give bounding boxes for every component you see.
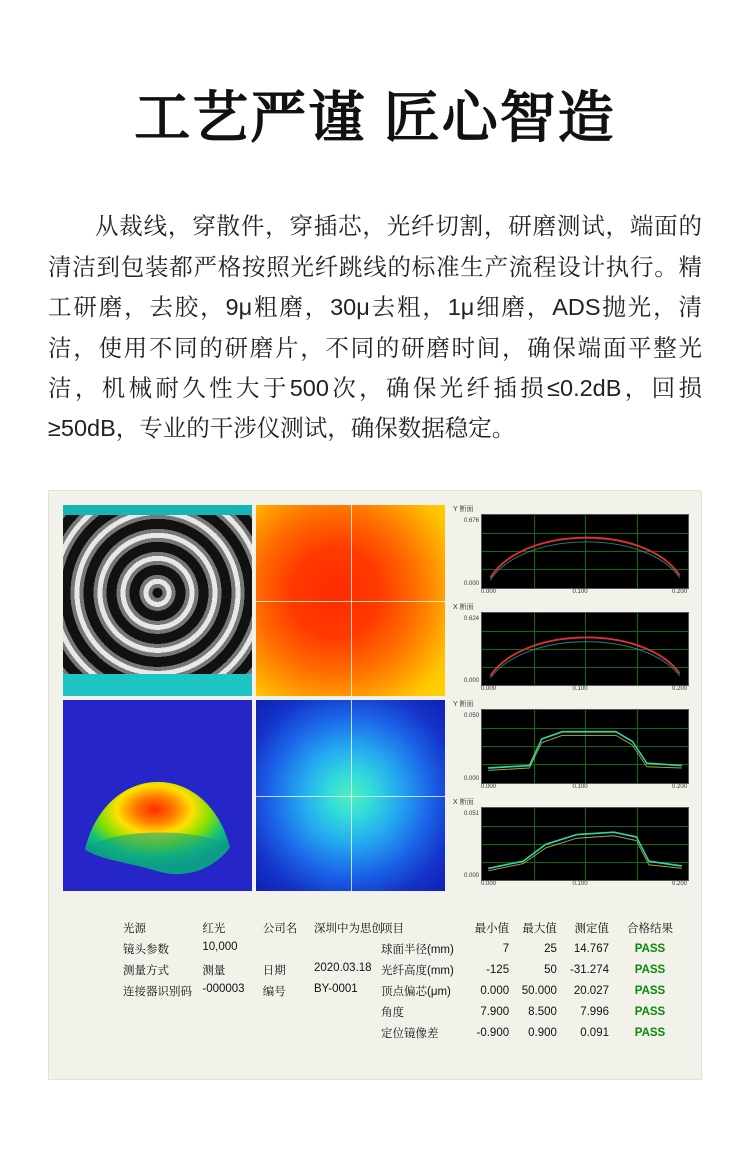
cell-value: 20.027 — [573, 984, 609, 997]
plot-y-axis — [451, 514, 481, 589]
plot-body — [451, 612, 689, 687]
crosshair-horizontal — [256, 601, 445, 602]
info-value: 测量 — [202, 964, 226, 977]
table-row — [123, 917, 383, 938]
cell-min: 7 — [502, 942, 510, 955]
plot-curve — [482, 710, 688, 783]
plot-body — [451, 709, 689, 784]
column-header-result: 合格结果 — [627, 922, 673, 935]
info-value: 10,000 — [202, 940, 238, 953]
plot-canvas — [481, 709, 689, 784]
plot-curve — [482, 515, 688, 588]
measurement-data-area — [71, 903, 687, 1069]
interferometer-screenshot — [48, 490, 702, 1080]
measurement-visuals — [63, 505, 689, 891]
plot-x-axis — [481, 881, 689, 891]
cell-item: 球面半径(mm) — [381, 943, 454, 956]
profile-plot — [451, 700, 689, 794]
plot-y-axis — [451, 807, 481, 882]
x-tick: 0.200 — [671, 783, 687, 790]
info-value: BY-0001 — [314, 982, 358, 995]
x-tick: 0.200 — [671, 588, 687, 595]
sample-info-table — [123, 917, 383, 1001]
table-row — [381, 959, 687, 980]
page-title: 工艺严谨 匠心智造 — [134, 86, 616, 149]
x-tick: 0.000 — [481, 588, 497, 595]
info-label: 镜头参数 — [123, 943, 169, 956]
measurement-results-block — [381, 917, 687, 1043]
info-value: -000003 — [202, 982, 245, 995]
fringe-top-band — [63, 505, 252, 515]
info-label: 测量方式 — [123, 964, 169, 977]
plot-canvas — [481, 514, 689, 589]
crosshair-horizontal — [256, 796, 445, 797]
table-row — [381, 1022, 687, 1043]
info-value: 2020.03.18 — [314, 961, 372, 974]
cell-item: 角度 — [381, 1006, 404, 1019]
cell-max: 50.000 — [521, 984, 557, 997]
plot-body — [451, 807, 689, 882]
cell-item: 定位镜像差 — [381, 1027, 439, 1040]
table-row — [381, 1001, 687, 1022]
plot-curve — [482, 613, 688, 686]
image-grid — [63, 505, 445, 891]
info-label: 编号 — [262, 985, 286, 998]
fringe-bottom-band — [63, 674, 252, 696]
plot-x-axis — [481, 784, 689, 794]
profile-plot — [451, 798, 689, 892]
y-tick: 0.051 — [463, 810, 479, 817]
info-label: 公司名 — [262, 922, 298, 935]
cell-value: 7.996 — [580, 1005, 609, 1018]
info-label: 日期 — [262, 964, 286, 977]
table-header-row — [381, 917, 687, 938]
plot-canvas — [481, 807, 689, 882]
profile-plot — [451, 603, 689, 697]
column-header-max: 最大值 — [522, 922, 557, 935]
y-tick: 0.000 — [463, 775, 479, 782]
cell-min: -0.900 — [476, 1026, 510, 1039]
column-header-min: 最小值 — [474, 922, 510, 935]
y-tick: 0.000 — [463, 873, 479, 879]
y-tick: 0.050 — [463, 713, 479, 719]
status-badge: PASS — [634, 1005, 666, 1018]
table-row — [381, 980, 687, 1001]
status-badge: PASS — [634, 1026, 666, 1039]
plot-title: X 断面 — [453, 798, 474, 806]
warm-heatmap-image — [256, 505, 445, 696]
table-row — [123, 959, 383, 980]
status-badge: PASS — [634, 984, 666, 997]
profile-plot — [451, 505, 689, 599]
cell-value: 0.091 — [580, 1026, 609, 1039]
y-tick: 0.000 — [463, 580, 479, 587]
x-tick: 0.200 — [671, 686, 687, 692]
cell-max: 8.500 — [528, 1005, 557, 1018]
surface-3d-svg — [63, 700, 252, 889]
cell-item: 顶点偏芯(μm) — [381, 985, 451, 998]
measurement-table — [381, 917, 687, 1043]
profile-plot-column — [451, 505, 689, 891]
info-label — [263, 938, 314, 959]
x-tick: 0.000 — [481, 686, 497, 692]
plot-curve — [482, 808, 688, 881]
cell-value: 14.767 — [573, 942, 609, 955]
info-value: 深圳中为思创 — [314, 922, 383, 935]
column-header-measured: 测定值 — [574, 922, 609, 935]
cool-heatmap-image — [256, 700, 445, 891]
status-badge: PASS — [634, 963, 666, 976]
interference-fringe-image — [63, 505, 252, 696]
table-row — [123, 980, 383, 1001]
info-value: 红光 — [202, 922, 226, 935]
info-label: 光源 — [123, 922, 146, 935]
plot-title: Y 断面 — [453, 506, 474, 513]
x-tick: 0.100 — [572, 881, 588, 887]
x-tick: 0.000 — [481, 881, 497, 887]
table-row — [381, 938, 687, 959]
x-tick: 0.100 — [572, 686, 588, 692]
info-value — [314, 938, 383, 959]
cell-max: 50 — [544, 963, 557, 976]
x-tick: 0.100 — [572, 783, 588, 790]
plot-title: X 断面 — [453, 603, 474, 611]
y-tick: 0.000 — [463, 678, 479, 684]
plot-y-axis — [451, 709, 481, 784]
plot-x-axis — [481, 589, 689, 599]
cell-max: 25 — [544, 942, 557, 955]
plot-x-axis — [481, 686, 689, 696]
x-tick: 0.000 — [481, 783, 497, 790]
y-tick: 0.624 — [463, 615, 479, 622]
plot-body — [451, 514, 689, 589]
plot-title: Y 断面 — [453, 701, 474, 708]
status-badge: PASS — [634, 942, 666, 955]
cell-value: -31.274 — [569, 963, 609, 976]
y-tick: 0.676 — [463, 518, 479, 524]
plot-canvas — [481, 612, 689, 687]
x-tick: 0.100 — [572, 588, 588, 595]
sample-info-block — [123, 917, 383, 1001]
cell-min: 0.000 — [480, 984, 510, 997]
cell-min: -125 — [486, 963, 510, 976]
info-label: 连接器识别码 — [123, 985, 192, 998]
column-header-item: 项目 — [381, 922, 404, 935]
cell-min: 7.900 — [480, 1005, 510, 1018]
body-paragraph: 从裁线，穿散件，穿插芯，光纤切割，研磨测试，端面的清洁到包装都严格按照光纤跳线的标准生产流程设计执行。精工研磨，去胶，9μ粗磨，30μ去粗，1μ细磨，ADS抛光，清洁，使用不同的研磨片，不同的研磨时间，确保端面平整光洁，机械耐久性大于500次，确保光纤插损≤0.2dB，回损≥50dB，专业的干涉仪测试，确保数据稳定。 — [48, 213, 702, 442]
cell-max: 0.900 — [528, 1026, 557, 1039]
surface-3d-plot-image — [63, 700, 252, 891]
table-row — [123, 938, 383, 959]
x-tick: 0.200 — [671, 881, 687, 887]
cell-item: 光纤高度(mm) — [381, 964, 454, 977]
plot-y-axis — [451, 612, 481, 687]
